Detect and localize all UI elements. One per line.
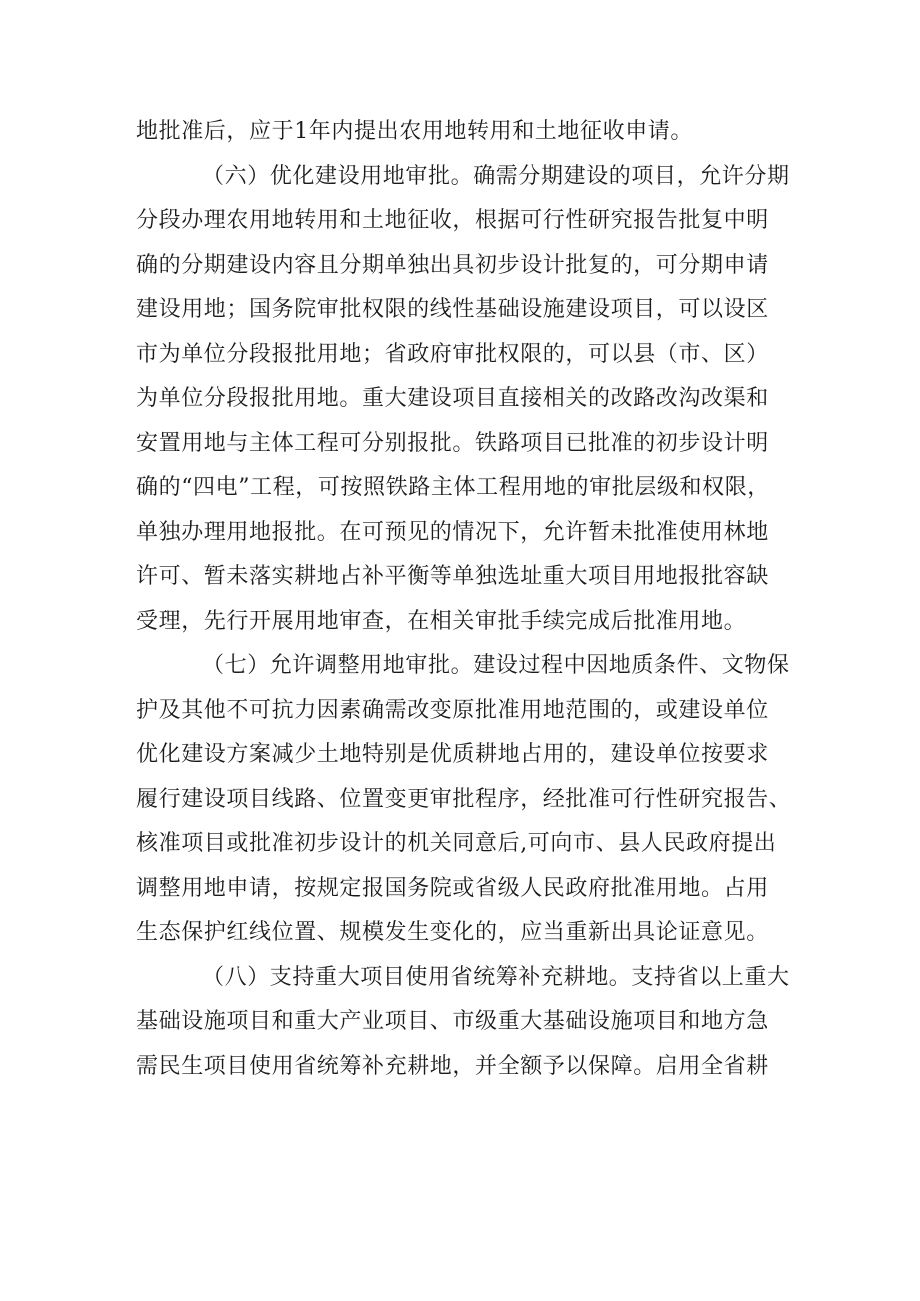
text-line: 单独办理用地报批。在可预见的情况下，允许暂未批准使用林地: [136, 519, 769, 545]
text-line: 受理，先行开展用地审查，在相关审批手续完成后批准用地。: [136, 608, 747, 634]
text-line: 需民生项目使用省统筹补充耕地，并全额予以保障。启用全省耕: [136, 1053, 769, 1079]
text-line: 确的“四电”工程，可按照铁路主体工程用地的审批层级和权限，: [136, 475, 770, 500]
text-line: 护及其他不可抗力因素确需改变原批准用地范围的，或建设单位: [136, 697, 769, 723]
paragraph-8-start: （八）支持重大项目使用省统筹补充耕地。支持省以上重大: [202, 964, 790, 990]
text-line: 调整用地申请，按规定报国务院或省级人民政府批准用地。占用: [136, 875, 769, 901]
text-line: 地批准后，应于1年内提出农用地转用和土地征收申请。: [136, 119, 693, 144]
text-line: 许可、暂未落实耕地占补平衡等单独选址重大项目用地报批容缺: [136, 564, 769, 589]
paragraph-6-start: （六）优化建设用地审批。确需分期建设的项目，允许分期: [202, 163, 790, 189]
text-line: 生态保护红线位置、规模发生变化的，应当重新出具论证意见。: [136, 920, 769, 945]
text-line: 为单位分段报批用地。重大建设项目直接相关的改路改沟改渠和: [136, 386, 769, 411]
text-line: 优化建设方案减少土地特别是优质耕地占用的，建设单位按要求: [136, 742, 769, 767]
text-line: 核准项目或批准初步设计的机关同意后,可向市、县人民政府提出: [136, 831, 777, 856]
text-line: 分段办理农用地转用和土地征收，根据可行性研究报告批复中明: [136, 208, 769, 233]
text-line: 基础设施项目和重大产业项目、市级重大基础设施项目和地方急: [136, 1009, 769, 1034]
text-line: 建设用地；国务院审批权限的线性基础设施建设项目，可以设区: [136, 297, 769, 322]
text-line: 安置用地与主体工程可分别报批。铁路项目已批准的初步设计明: [136, 430, 769, 456]
paragraph-7-start: （七）允许调整用地审批。建设过程中因地质条件、文物保: [202, 653, 790, 678]
text-line: 确的分期建设内容且分期单独出具初步设计批复的，可分期申请: [136, 252, 769, 278]
text-line: 市为单位分段报批用地；省政府审批权限的，可以县（市、区）: [136, 341, 769, 367]
text-line: 履行建设项目线路、位置变更审批程序，经批准可行性研究报告、: [136, 786, 792, 812]
document-body: [136, 110, 796, 1089]
